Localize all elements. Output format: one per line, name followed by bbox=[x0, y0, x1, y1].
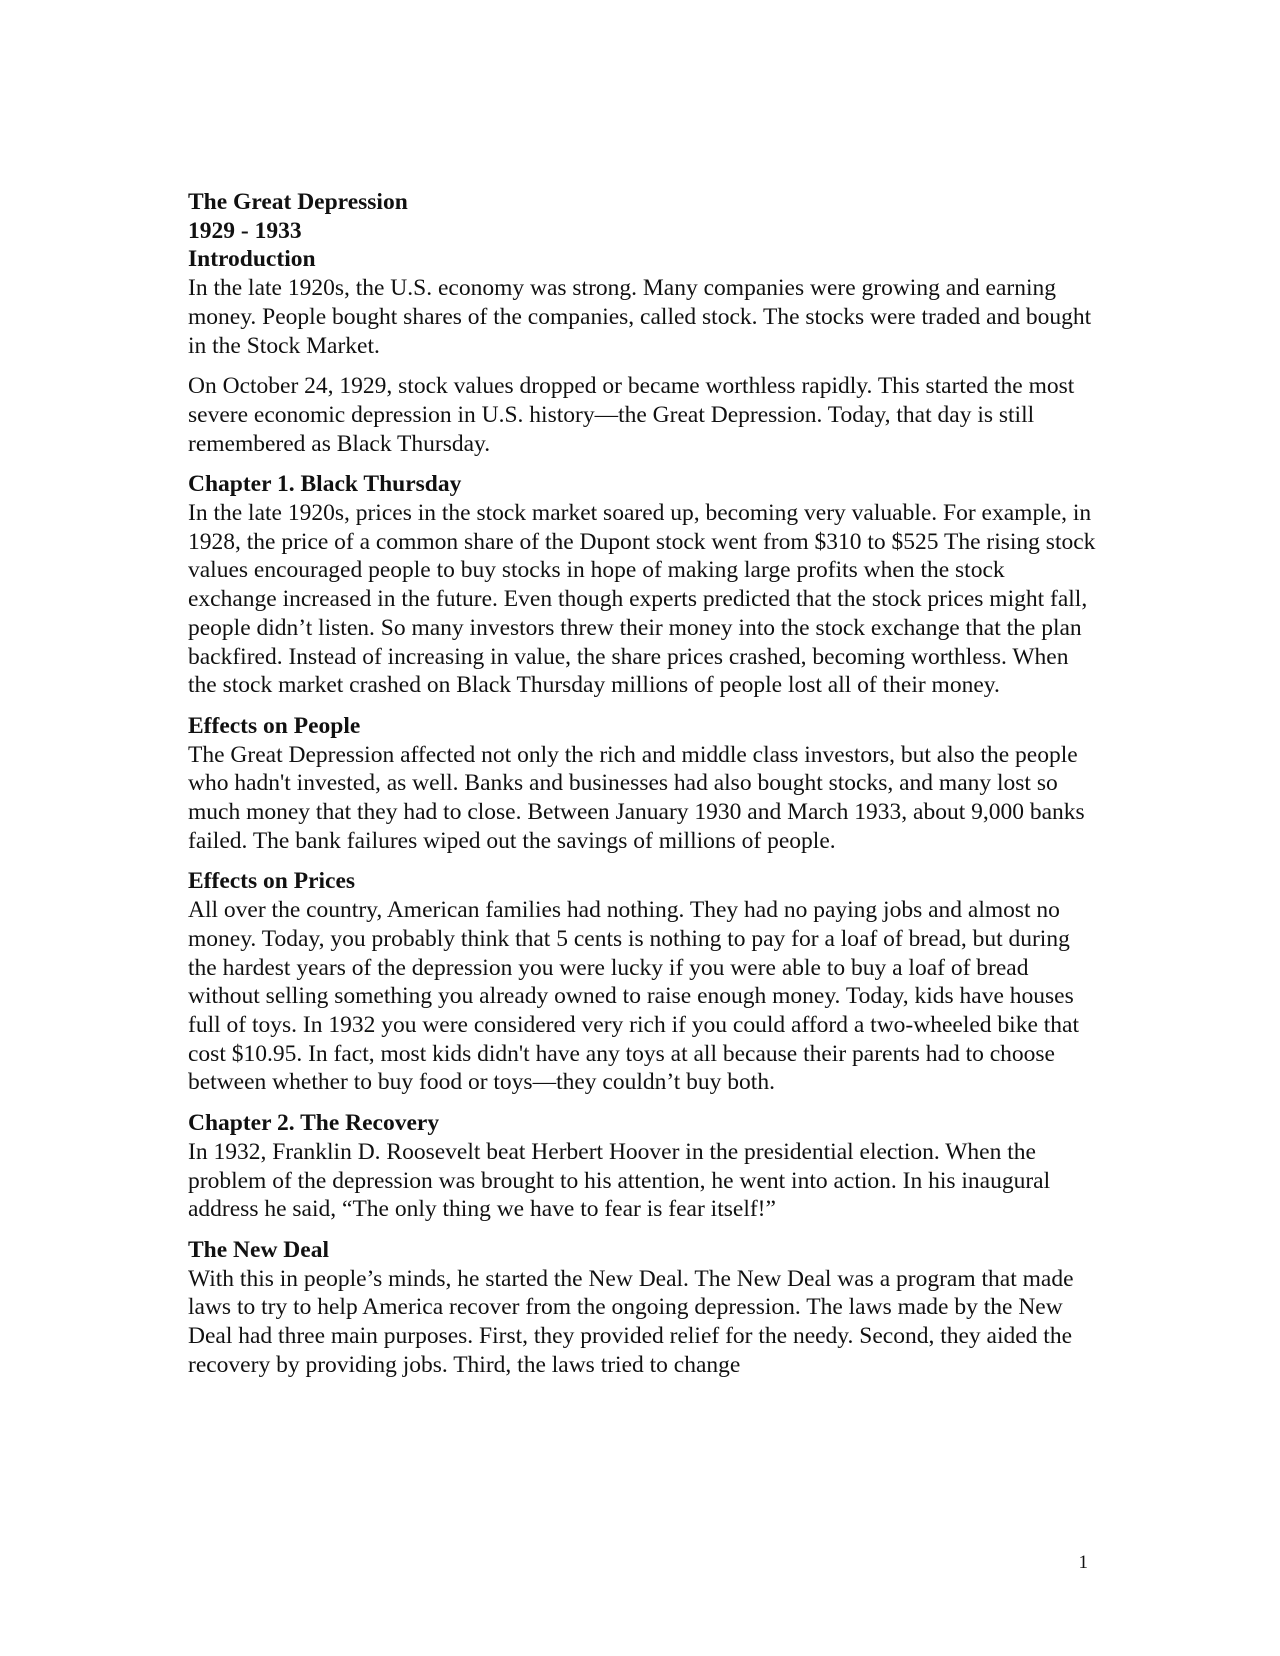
section-the-recovery bbox=[188, 1109, 1098, 1224]
paragraph: With this in people’s minds, he started the New Deal. The New Deal was a program that made laws to try to help America recover from the ongoing depression. The laws made by the New Deal had three main purposes. First, they provided relief for the needy. Second, they aided the recovery by providing jobs. Third, the laws tried to change bbox=[188, 1265, 1074, 1378]
section-heading: Effects on Prices bbox=[188, 868, 356, 895]
section-heading: The New Deal bbox=[188, 1236, 329, 1263]
section-the-new-deal bbox=[188, 1236, 1098, 1380]
paragraph: The Great Depression affected not only the rich and middle class investors, but also the people who hadn't invested, as well. Banks and businesses had also bought stocks, and many lost so much money that they had to close. Between January 1930 and March 1933, about 9,000 banks failed. The bank failures wiped out the savings of millions of people. bbox=[188, 741, 1085, 854]
document-body bbox=[188, 188, 1098, 1391]
section-effects-on-prices bbox=[188, 867, 1098, 1097]
section-heading: Chapter 2. The Recovery bbox=[188, 1110, 440, 1137]
section-effects-on-people bbox=[188, 712, 1098, 856]
document-years: 1929 - 1933 bbox=[188, 217, 302, 244]
paragraph: In the late 1920s, the U.S. economy was strong. Many companies were growing and earning money. People bought shares of the companies, called stock. The stocks were traded and bought in the Stock Market. bbox=[188, 275, 1092, 359]
section-heading: Chapter 1. Black Thursday bbox=[188, 471, 462, 498]
section-heading: Effects on People bbox=[188, 712, 361, 739]
document-title: The Great Depression bbox=[188, 189, 408, 215]
page-number: 1 bbox=[1078, 1552, 1088, 1573]
paragraph: In 1932, Franklin D. Roosevelt beat Herbert Hoover in the presidential election. When the problem of the depression was brought to his attention, he went into action. In his inaugural address he said, “The only thing we have to fear is fear itself!” bbox=[188, 1138, 1051, 1223]
paragraph: All over the country, American families had nothing. They had no paying jobs and almost no money. Today, you probably think that 5 cents is nothing to pay for a loaf of bread, but during the hardest years of the depression you were lucky if you were able to buy a loaf of bread without selling something you already owned to raise enough money. Today, kids have houses full of toys. In 1932 you were considered very rich if you could afford a two-wheeled bike that cost $10.95. In fact, most kids didn't have any toys at all because their parents had to choose between whether to buy food or toys—they couldn’t buy both. bbox=[188, 897, 1079, 1096]
paragraph: On October 24, 1929, stock values dropped or became worthless rapidly. This started the most severe economic depression in U.S. history—the Great Depression. Today, that day is still remembered as Black Thursday. bbox=[188, 373, 1075, 457]
section-heading: Introduction bbox=[188, 246, 316, 273]
section-introduction bbox=[188, 245, 1098, 458]
section-black-thursday bbox=[188, 470, 1098, 700]
paragraph: In the late 1920s, prices in the stock market soared up, becoming very valuable. For example, in 1928, the price of a common share of the Dupont stock went from $310 to $525 The rising stock values encouraged people to buy stocks in hope of making large profits when the stock exchange increased in the future. Even though experts predicted that the stock prices might fall, people didn’t listen. So many investors threw their money into the stock exchange that the plan backfired. Instead of increasing in value, the share prices crashed, becoming worthless. When the stock market crashed on Black Thursday millions of people lost all of their money. bbox=[188, 500, 1096, 699]
